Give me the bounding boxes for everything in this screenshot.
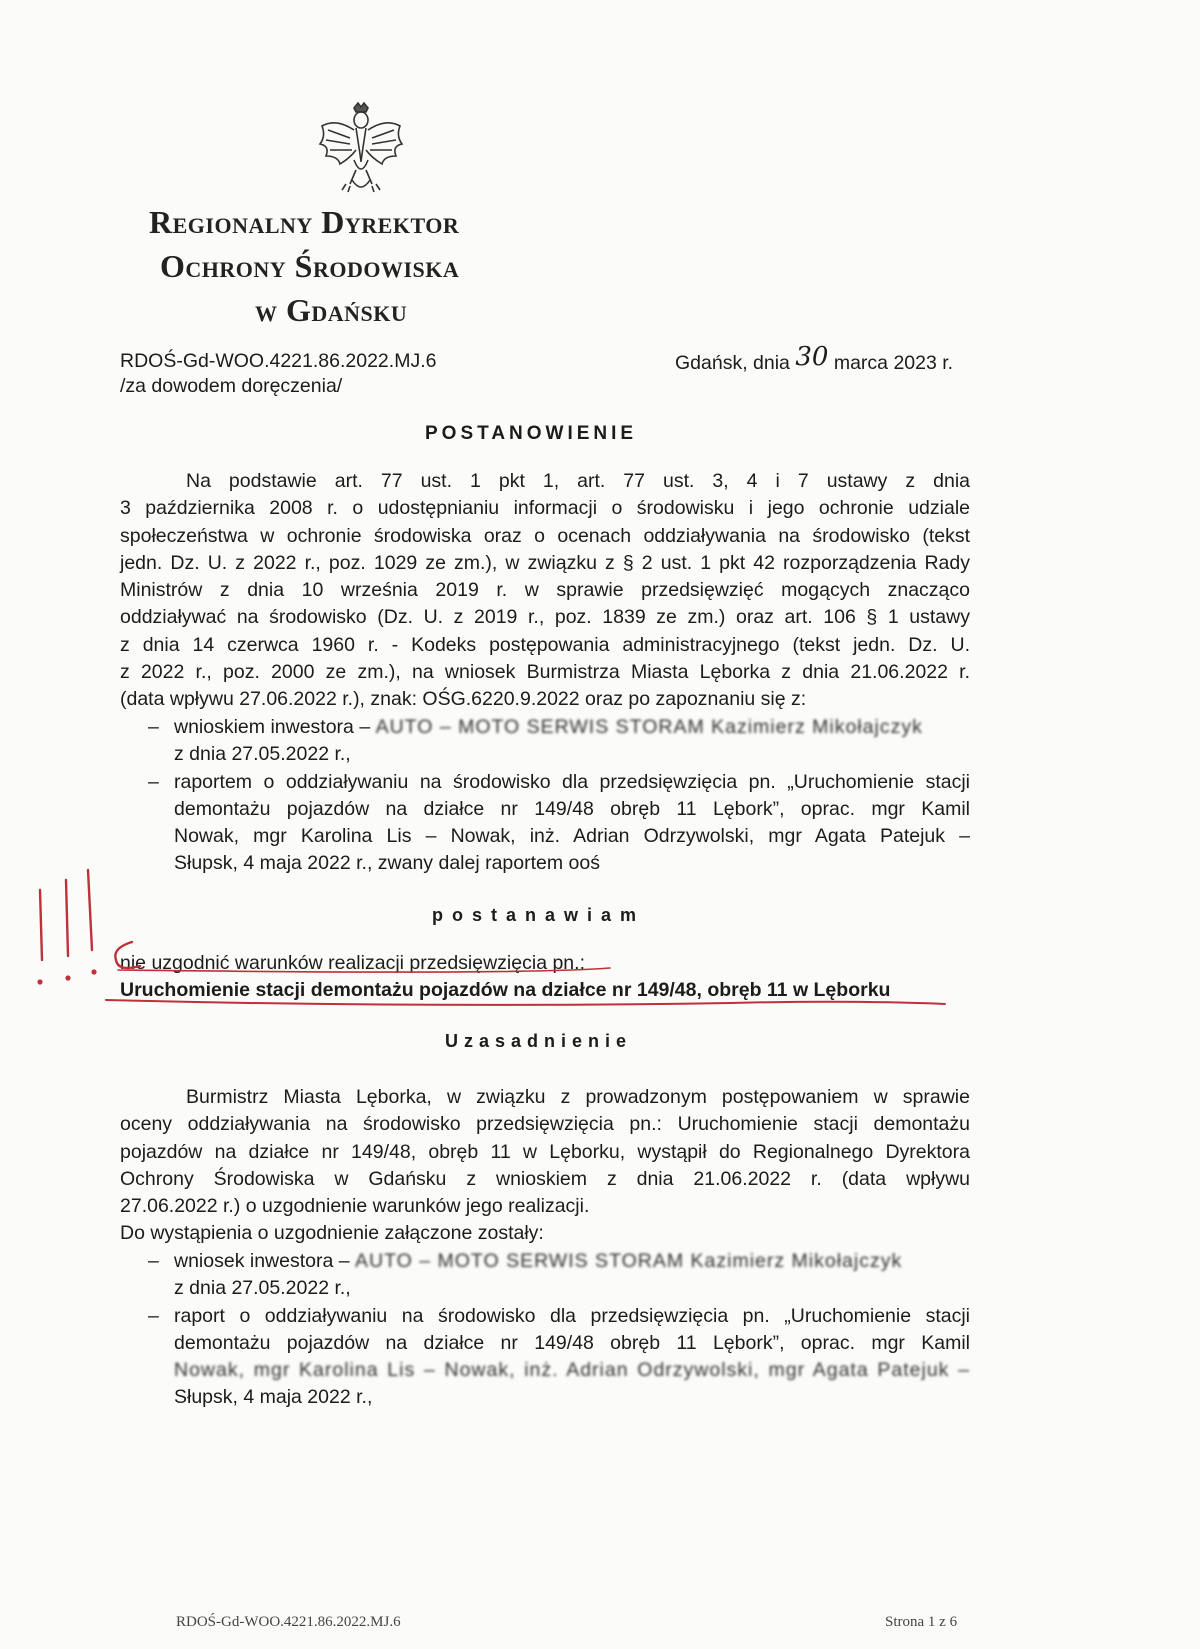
decision-line1: nie uzgodnić warunków realizacji przedsięwzięcia pn.:: [120, 952, 585, 974]
list-dash: –: [148, 770, 159, 793]
list-item: [148, 714, 970, 769]
footer-reference: RDOŚ-Gd-WOO.4221.86.2022.MJ.6: [176, 1614, 401, 1630]
intro-line: (data wpływu 27.06.2022 r.), znak: OŚG.6220.9.2022 oraz po zapoznaniu się z:: [120, 688, 807, 711]
decision-line2: Uruchomienie stacji demontażu pojazdów na działce nr 149/48, obręb 11 w Lęborku: [120, 979, 891, 1001]
redacted-authors-line: Nowak, mgr Karolina Lis – Nowak, inż. Adrian Odrzywolski, mgr Agata Patejuk –: [174, 1359, 970, 1382]
list-item-line: raport o oddziaływaniu na środowisko dla przedsięwzięcia pn. „Uruchomienie stacji: [174, 1304, 970, 1327]
list-item-line: Nowak, mgr Karolina Lis – Nowak, inż. Adrian Odrzywolski, mgr Agata Patejuk –: [174, 825, 970, 848]
considered-documents-list: [148, 714, 970, 878]
authority-title-line3: w Gdańsku: [255, 292, 408, 328]
list-item: [148, 1303, 970, 1412]
authority-title-line1: Regionalny Dyrektor: [149, 204, 460, 240]
attachments-list: [148, 1248, 970, 1412]
reference-number: RDOŚ-Gd-WOO.4221.86.2022.MJ.6: [120, 350, 437, 372]
justification-line: oceny oddziaływania na środowisko przedsięwzięcia pn.: Uruchomienie stacji demontażu: [120, 1113, 970, 1136]
intro-paragraph: [120, 468, 970, 714]
justification-line: 27.06.2022 r.) o uzgodnienie warunków jego realizacji.: [120, 1195, 590, 1218]
intro-line: Na podstawie art. 77 ust. 1 pkt 1, art. 77 ust. 3, 4 i 7 ustawy z dnia: [186, 470, 970, 492]
redacted-investor: AUTO – MOTO SERWIS STORAM Kazimierz Mikołajczyk: [375, 716, 923, 738]
list-dash: –: [148, 1250, 159, 1272]
intro-line: z 2022 r., poz. 2000 ze zm.), na wniosek Burmistrza Miasta Lęborka z dnia 21.06.2022 r.: [120, 661, 970, 684]
decision-heading: postanawiam: [432, 905, 646, 925]
document-date: Gdańsk, dnia 30 marca 2023 r.: [675, 342, 954, 374]
handwritten-annotation: [20, 860, 960, 1020]
list-item-line: Słupsk, 4 maja 2022 r.,: [174, 1386, 373, 1409]
justification-line: Do wystąpienia o uzgodnienie załączone zostały:: [120, 1222, 544, 1245]
intro-line: Ministrów z dnia 10 września 2019 r. w sprawie przedsięwzięć mogących znacząco: [120, 579, 970, 602]
delivery-note: /za dowodem doręczenia/: [120, 375, 343, 397]
list-dash: –: [148, 716, 159, 738]
list-item-line: demontażu pojazdów na działce nr 149/48 obręb 11 Lębork”, oprac. mgr Kamil: [174, 797, 970, 820]
intro-line: oddziaływać na środowisko (Dz. U. z 2019 r., poz. 1839 ze zm.) oraz art. 106 § 1 ustawy: [120, 606, 970, 629]
list-item: [148, 1248, 970, 1303]
applicant-label: wnioskiem inwestora –: [174, 716, 371, 738]
justification-paragraph: [120, 1084, 970, 1248]
justification-line: Ochrony Środowiska w Gdańsku z wnioskiem z dnia 21.06.2022 r. (data wpływu: [120, 1167, 970, 1190]
justification-heading: Uzasadnienie: [445, 1031, 633, 1051]
list-item-line: Słupsk, 4 maja 2022 r., zwany dalej raportem ooś: [174, 852, 600, 875]
eagle-emblem-icon: [316, 100, 406, 196]
document-title: POSTANOWIENIE: [425, 423, 638, 444]
intro-line: z dnia 14 czerwca 1960 r. - Kodeks postępowania administracyjnego (tekst jedn. Dz. U.: [120, 633, 970, 656]
list-item-line: demontażu pojazdów na działce nr 149/48 obręb 11 Lębork”, oprac. mgr Kamil: [174, 1331, 970, 1354]
justification-line: Burmistrz Miasta Lęborka, w związku z prowadzonym postępowaniem w sprawie: [186, 1086, 970, 1108]
list-dash: –: [148, 1304, 159, 1327]
intro-line: 3 października 2008 r. o udostępnianiu informacji o środowisku i jego ochronie udziale: [120, 497, 970, 520]
justification-line: pojazdów na działce nr 149/48, obręb 11 w Lęborku, wystąpił do Regionalnego Dyrektora: [120, 1140, 970, 1163]
list-item-date: z dnia 27.05.2022 r.,: [174, 1277, 351, 1300]
list-item-date: z dnia 27.05.2022 r.,: [174, 743, 351, 766]
authority-title-line2: Ochrony Środowiska: [160, 248, 460, 284]
handwritten-day: 30: [795, 342, 829, 372]
intro-line: społeczeństwa w ochronie środowiska oraz o ocenach oddziaływania na środowisko (tekst: [120, 524, 970, 547]
footer-page-number: Strona 1 z 6: [885, 1614, 958, 1630]
applicant-label: wniosek inwestora –: [174, 1250, 350, 1272]
redacted-investor: AUTO – MOTO SERWIS STORAM Kazimierz Mikołajczyk: [355, 1250, 903, 1272]
list-item-line: raportem o oddziaływaniu na środowisko dla przedsięwzięcia pn. „Uruchomienie stacji: [174, 770, 970, 793]
intro-line: jedn. Dz. U. z 2022 r., poz. 1029 ze zm.), w związku z § 2 ust. 1 pkt 42 rozporządzenia Rady: [120, 551, 970, 574]
